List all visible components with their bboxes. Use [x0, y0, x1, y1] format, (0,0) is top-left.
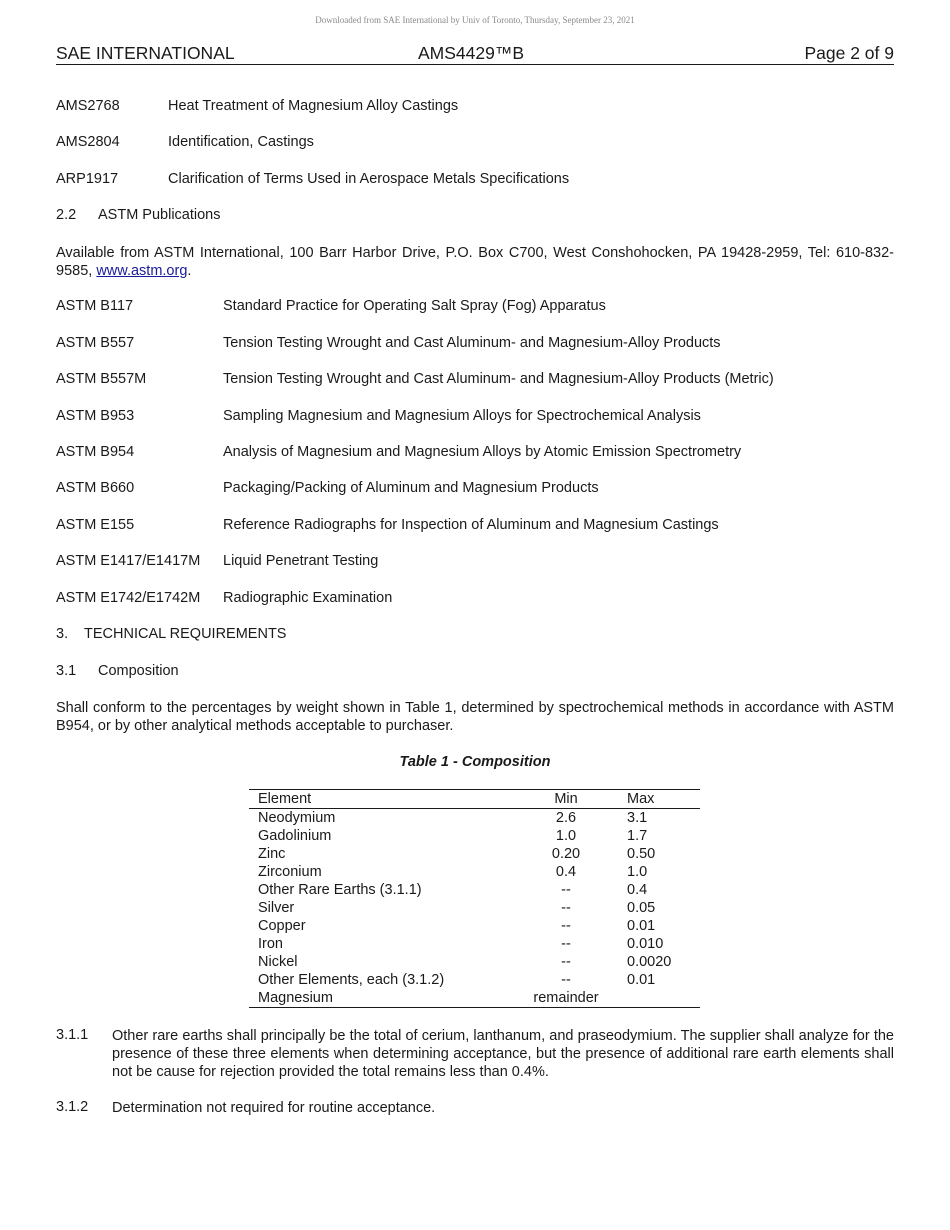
note-number: 3.1.2: [56, 1099, 89, 1115]
availability-text: Available from ASTM International, 100 Barr Harbor Drive, P.O. Box C700, West Conshohocken, PA 19428-2959, Tel: 610-832-9585,: [56, 245, 894, 279]
reference-code: ASTM E1742/E1742M: [56, 590, 201, 606]
astm-availability-paragraph: [56, 244, 894, 280]
table-header-row: [249, 790, 700, 809]
table-row: [249, 989, 700, 1008]
reference-code: ASTM B557: [56, 335, 135, 351]
astm-website-link[interactable]: www.astm.org: [96, 263, 188, 279]
cell-max: 0.05: [627, 899, 656, 916]
cell-max: 0.50: [627, 845, 656, 862]
cell-element: Other Rare Earths (3.1.1): [258, 881, 422, 898]
table-row: [249, 845, 700, 863]
reference-code: ASTM B953: [56, 408, 135, 424]
section-number: 3.1: [56, 663, 77, 679]
reference-title: Clarification of Terms Used in Aerospace Metals Specifications: [168, 171, 570, 187]
cell-element: Other Elements, each (3.1.2): [258, 971, 445, 988]
reference-title: Liquid Penetrant Testing: [223, 553, 379, 569]
cell-element: Iron: [258, 935, 283, 952]
section-number: 2.2: [56, 207, 77, 223]
cell-element: Nickel: [258, 953, 298, 970]
cell-min: 2.6: [555, 809, 577, 826]
cell-max: 0.4: [627, 881, 648, 898]
cell-max: 0.01: [627, 917, 656, 934]
cell-min: --: [561, 881, 571, 898]
table-row: [249, 935, 700, 953]
reference-code: ASTM B954: [56, 444, 135, 460]
cell-max: 1.7: [627, 827, 648, 844]
table-row: [249, 809, 700, 828]
cell-min: --: [561, 935, 571, 952]
cell-min: --: [561, 917, 571, 934]
composition-table: [249, 789, 700, 1008]
cell-element: Neodymium: [258, 809, 336, 826]
table-row: [249, 899, 700, 917]
note-number: 3.1.1: [56, 1027, 89, 1043]
table-row: [249, 863, 700, 881]
reference-title: Packaging/Packing of Aluminum and Magnesium Products: [223, 480, 599, 496]
column-header-min: Min: [513, 790, 619, 809]
reference-code: ASTM B117: [56, 298, 134, 314]
page-header: [56, 43, 894, 65]
column-header-element: Element: [249, 790, 513, 809]
section-title: Composition: [98, 663, 179, 679]
cell-element: Silver: [258, 899, 295, 916]
reference-title: Analysis of Magnesium and Magnesium Alloys by Atomic Emission Spectrometry: [223, 444, 742, 460]
cell-element: Magnesium: [258, 989, 333, 1006]
cell-max: [619, 989, 700, 1008]
table-row: [249, 827, 700, 845]
reference-title: Tension Testing Wrought and Cast Aluminum- and Magnesium-Alloy Products: [223, 335, 721, 351]
reference-title: Sampling Magnesium and Magnesium Alloys for Spectrochemical Analysis: [223, 408, 701, 424]
reference-code: AMS2804: [56, 134, 120, 150]
table-row: [249, 881, 700, 899]
table-row: [249, 971, 700, 989]
reference-code: ARP1917: [56, 171, 119, 187]
cell-min: 1.0: [555, 827, 577, 844]
column-header-max: Max: [619, 790, 700, 809]
cell-min: 0.20: [551, 845, 581, 862]
availability-period: .: [187, 263, 192, 279]
reference-title: Heat Treatment of Magnesium Alloy Castings: [168, 98, 459, 114]
cell-element: Copper: [258, 917, 306, 934]
composition-paragraph: Shall conform to the percentages by weight shown in Table 1, determined by spectrochemical methods in accordance with ASTM B954, or by other analytical methods acceptable to purchaser.: [56, 700, 894, 734]
table-row: [249, 917, 700, 935]
header-org: SAE INTERNATIONAL: [56, 43, 235, 63]
header-doc-number: AMS4429™B: [418, 43, 525, 63]
section-title: TECHNICAL REQUIREMENTS: [84, 626, 287, 642]
reference-title: Tension Testing Wrought and Cast Aluminum- and Magnesium-Alloy Products (Metric): [223, 371, 774, 387]
reference-title: Standard Practice for Operating Salt Spray (Fog) Apparatus: [223, 298, 606, 314]
cell-max: 1.0: [627, 863, 648, 880]
cell-min: --: [561, 953, 571, 970]
section-number: 3.: [56, 626, 69, 642]
cell-max: 3.1: [627, 809, 648, 826]
cell-max: 0.0020: [627, 953, 672, 970]
cell-element: Zirconium: [258, 863, 322, 880]
download-watermark: Downloaded from SAE International by Univ of Toronto, Thursday, September 23, 2021: [315, 15, 635, 25]
cell-min: --: [561, 971, 571, 988]
note-text: Determination not required for routine acceptance.: [112, 1100, 436, 1116]
reference-code: ASTM E1417/E1417M: [56, 553, 201, 569]
cell-max: 0.01: [627, 971, 656, 988]
reference-code: ASTM B557M: [56, 371, 147, 387]
reference-title: Reference Radiographs for Inspection of Aluminum and Magnesium Castings: [223, 517, 719, 533]
cell-min: remainder: [533, 989, 599, 1006]
section-title: ASTM Publications: [98, 207, 221, 223]
cell-element: Gadolinium: [258, 827, 332, 844]
header-page-number: Page 2 of 9: [804, 43, 894, 63]
cell-max: 0.010: [627, 935, 664, 952]
reference-code: ASTM E155: [56, 517, 135, 533]
reference-code: AMS2768: [56, 98, 120, 114]
cell-element: Zinc: [258, 845, 286, 862]
reference-code: ASTM B660: [56, 480, 135, 496]
cell-min: --: [561, 899, 571, 916]
table-row: [249, 953, 700, 971]
reference-title: Identification, Castings: [168, 134, 314, 150]
cell-min: 0.4: [555, 863, 577, 880]
table-title: Table 1 - Composition: [399, 754, 551, 770]
note-text: Other rare earths shall principally be the total of cerium, lanthanum, and praseodymium. The supplier shall analyze for the presence of these three elements when determining acceptance, but the presence of additional rare earth elements shall not be cause for rejection provided the total remains less than 0.4%.: [112, 1028, 894, 1080]
reference-title: Radiographic Examination: [223, 590, 393, 606]
